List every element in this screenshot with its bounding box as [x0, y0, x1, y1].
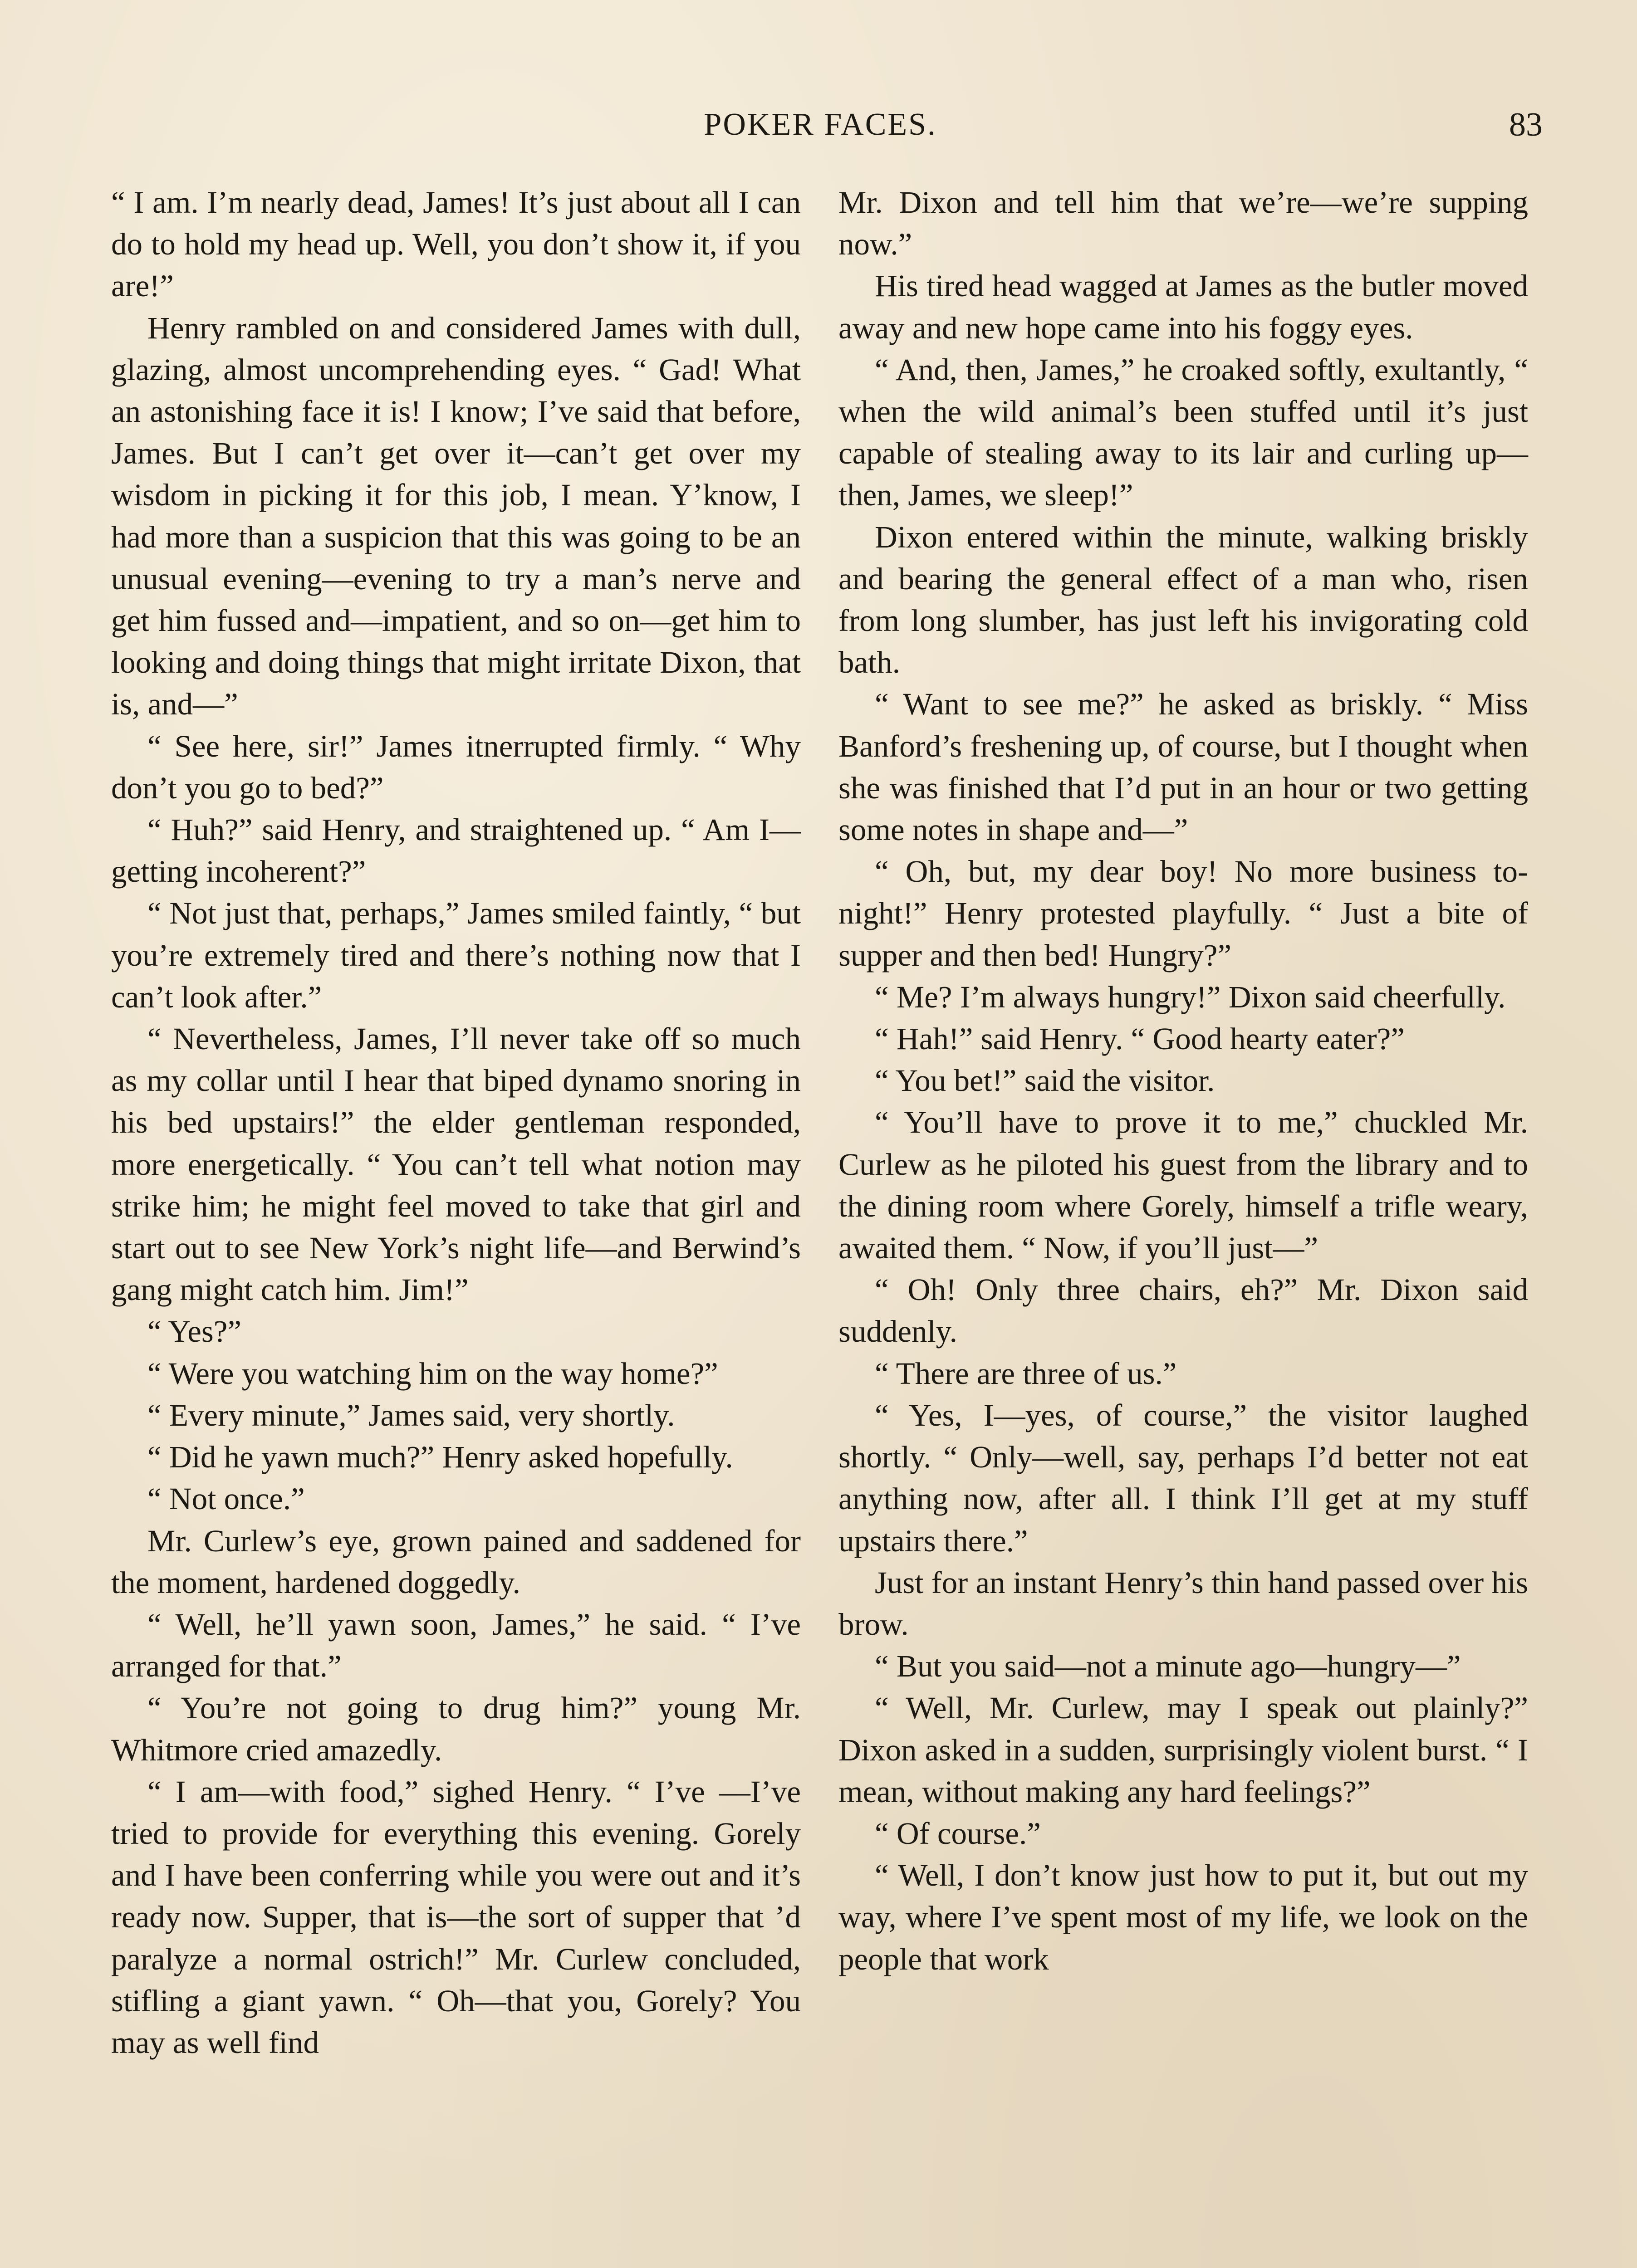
- paragraph: “ Well, I don’t know just how to put it, but out my way, where I’ve spent most of my life, we look on the people that work: [838, 1858, 1528, 1976]
- paragraph: “ Yes?”: [147, 1314, 241, 1349]
- paragraph: “ Huh?” said Henry, and straightened up. “ Am I—getting incoherent?”: [111, 812, 801, 889]
- paragraph: “ Nevertheless, James, I’ll never take off so much as my collar until I hear that biped dynamo snoring in his bed upstairs!” the elder gentleman responded, more energetically. “ You can’t tell what notion may strike him; he might feel moved to take that girl and start out to see New York’s night life—and Berwind’s gang might catch him. Jim!”: [111, 1022, 801, 1307]
- running-head: POKER FACES.: [704, 107, 937, 142]
- paragraph: “ Were you watching him on the way home?”: [147, 1356, 718, 1391]
- left-column: [111, 181, 801, 2063]
- paragraph: “ See here, sir!” James itnerrupted firmly. “ Why don’t you go to bed?”: [111, 728, 801, 805]
- paragraph: “ Want to see me?” he asked as briskly. “ Miss Banford’s freshening up, of course, but I thought when she was finished that I’d put in an hour or two getting some notes in shape and—”: [838, 687, 1528, 847]
- paragraph: Mr. Curlew’s eye, grown pained and saddened for the moment, hardened doggedly.: [111, 1523, 801, 1600]
- paragraph: “ Every minute,” James said, very shortly.: [147, 1398, 675, 1432]
- paragraph: “ I am—with food,” sighed Henry. “ I’ve —I’ve tried to provide for everything this evening. Gorely and I have been conferring while you were out and it’s ready now. Supper, that is—the sort of supper that ’d paralyze a normal ostrich!” Mr. Curlew concluded, stifling a giant yawn. “ Oh—that you, Gorely? You may as well find: [111, 1774, 801, 2060]
- paragraph: “ There are three of us.”: [875, 1356, 1177, 1391]
- paragraph: “ Hah!” said Henry. “ Good hearty eater?”: [875, 1022, 1405, 1056]
- right-column: [838, 181, 1528, 1980]
- paragraph: His tired head wagged at James as the butler moved away and new hope came into his foggy eyes.: [838, 269, 1528, 345]
- paragraph: “ Not just that, perhaps,” James smiled faintly, “ but you’re extremely tired and there’s nothing now that I can’t look after.”: [111, 896, 801, 1014]
- paragraph: Mr. Dixon and tell him that we’re—we’re supping now.”: [838, 185, 1528, 262]
- paragraph: Henry rambled on and considered James with dull, glazing, almost uncomprehending eyes. “ Gad! What an astonishing face it is! I know; I’ve said that before, James. But I can’t get over it—can’t get over my wisdom in picking it for this job, I mean. Y’know, I had more than a suspicion that this was going to be an unusual evening—evening to try a man’s nerve and get him fussed and—impatient, and so on—get him to looking and doing things that might irritate Dixon, that is, and—”: [111, 310, 801, 722]
- paragraph: “ But you said—not a minute ago—hungry—”: [875, 1649, 1461, 1684]
- paragraph: Just for an instant Henry’s thin hand passed over his brow.: [838, 1565, 1528, 1642]
- paragraph: “ Yes, I—yes, of course,” the visitor laughed shortly. “ Only—well, say, perhaps I’d better not eat anything now, after all. I think I’ll get at my stuff upstairs there.”: [838, 1398, 1528, 1558]
- paragraph: “ You’ll have to prove it to me,” chuckled Mr. Curlew as he piloted his guest from the library and to the dining room where Gorely, himself a trifle weary, awaited them. “ Now, if you’ll just—”: [838, 1105, 1528, 1266]
- page-number: 83: [1509, 106, 1543, 143]
- paragraph: “ Of course.”: [875, 1816, 1041, 1851]
- paragraph: Dixon entered within the minute, walking briskly and bearing the general effect of a man who, risen from long slumber, has just left his invigorating cold bath.: [838, 519, 1528, 680]
- page-header: [0, 98, 1637, 152]
- paragraph: “ Did he yawn much?” Henry asked hopefully.: [147, 1440, 733, 1475]
- paragraph: “ Oh! Only three chairs, eh?” Mr. Dixon said suddenly.: [838, 1272, 1528, 1349]
- paragraph: “ You bet!” said the visitor.: [875, 1063, 1215, 1098]
- paragraph: “ Well, Mr. Curlew, may I speak out plainly?” Dixon asked in a sudden, surprisingly violent burst. “ I mean, without making any hard feelings?”: [838, 1691, 1528, 1809]
- paragraph: “ And, then, James,” he croaked softly, exultantly, “ when the wild animal’s been stuffed until it’s just capable of stealing away to its lair and curling up—then, James, we sleep!”: [838, 352, 1528, 513]
- paragraph: “ Oh, but, my dear boy! No more business to-night!” Henry protested playfully. “ Just a bite of supper and then bed! Hungry?”: [838, 854, 1528, 973]
- paragraph: “ You’re not going to drug him?” young Mr. Whitmore cried amazedly.: [111, 1691, 801, 1767]
- paragraph: “ Not once.”: [147, 1481, 305, 1516]
- paragraph: “ Me? I’m always hungry!” Dixon said cheerfully.: [875, 979, 1506, 1014]
- paragraph: “ Well, he’ll yawn soon, James,” he said. “ I’ve arranged for that.”: [111, 1607, 801, 1684]
- paragraph: “ I am. I’m nearly dead, James! It’s just about all I can do to hold my head up. Well, you don’t show it, if you are!”: [111, 185, 801, 303]
